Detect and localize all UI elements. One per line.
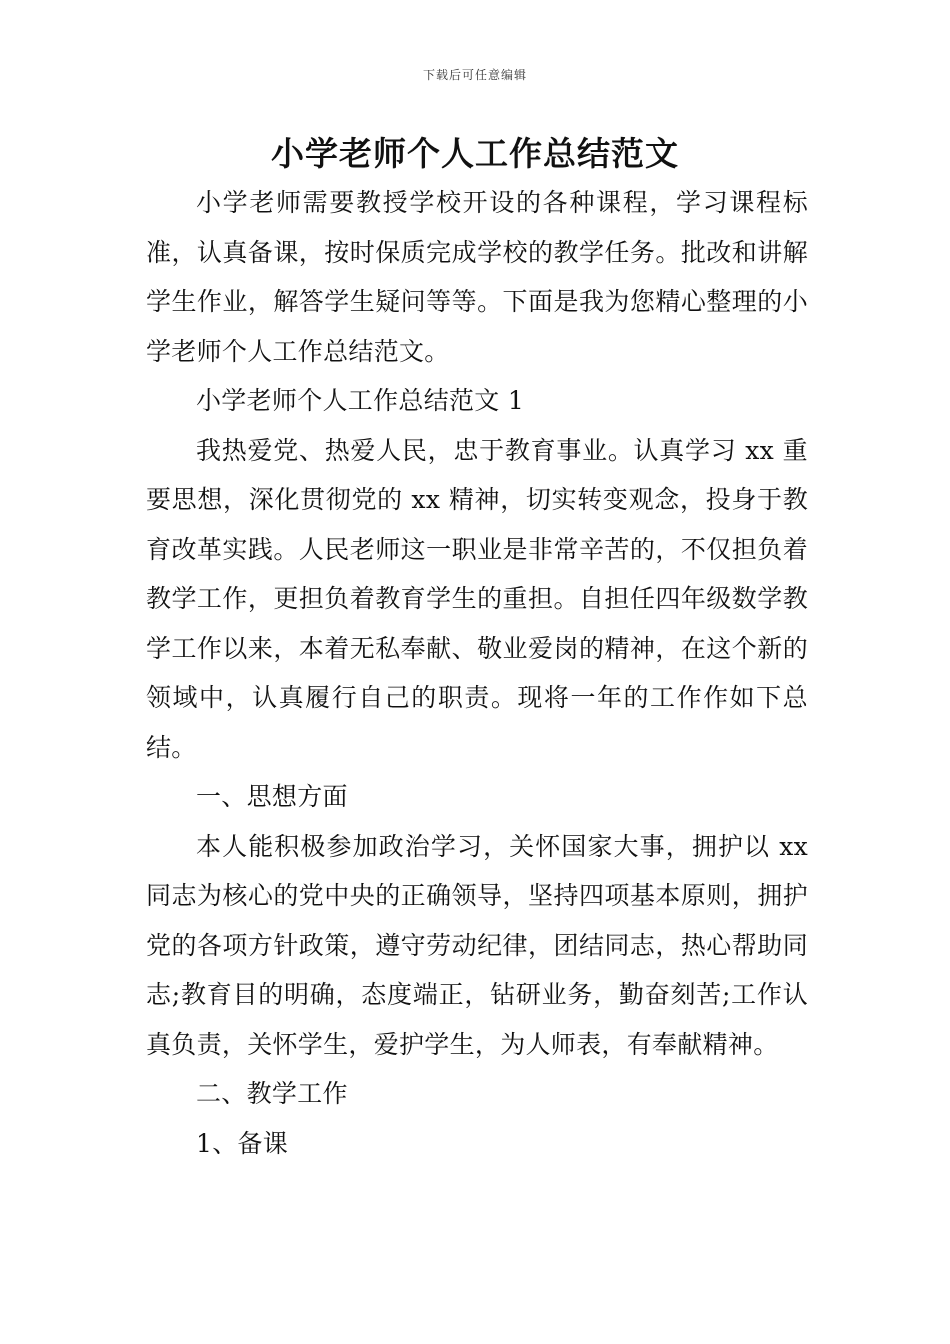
body-paragraph-thought: 本人能积极参加政治学习，关怀国家大事，拥护以 xx 同志为核心的党中央的正确领导，坚持四项基本原则，拥护党的各项方针政策，遵守劳动纪律，团结同志，热心帮助同志;教育目的明确，态度端正，钻研业务，勤奋刻苦;工作认真负责，关怀学生，爱护学生，为人师表，有奉献精神。 [146,831,808,1059]
document-title: 小学老师个人工作总结范文 [271,134,679,173]
body-paragraph-love-party: 我热爱党、热爱人民，忠于教育事业。认真学习 xx 重要思想，深化贯彻党的 xx 精神，切实转变观念，投身于教育改革实践。人民老师这一职业是非常辛苦的，不仅担负着教学工作，更担负着教育学生的重担。自担任四年级数学教学工作以来，本着无私奉献、敬业爱岗的精神，在这个新的领域中，认真履行自己的职责。现将一年的工作作如下总结。 [146,435,808,762]
intro-paragraph: 小学老师需要教授学校开设的各种课程，学习课程标准，认真备课，按时保质完成学校的教学任务。批改和讲解学生作业，解答学生疑问等等。下面是我为您精心整理的小学老师个人工作总结范文。 [146,188,808,366]
section-heading-teaching: 二、教学工作 [196,1079,348,1108]
section-heading-thought: 一、思想方面 [196,782,348,811]
document-body [146,178,808,1168]
header-note: 下载后可任意编辑 [422,68,527,82]
section-heading-sample-1: 小学老师个人工作总结范文 1 [196,386,525,415]
subsection-heading-lesson-prep: 1、备课 [196,1128,289,1158]
